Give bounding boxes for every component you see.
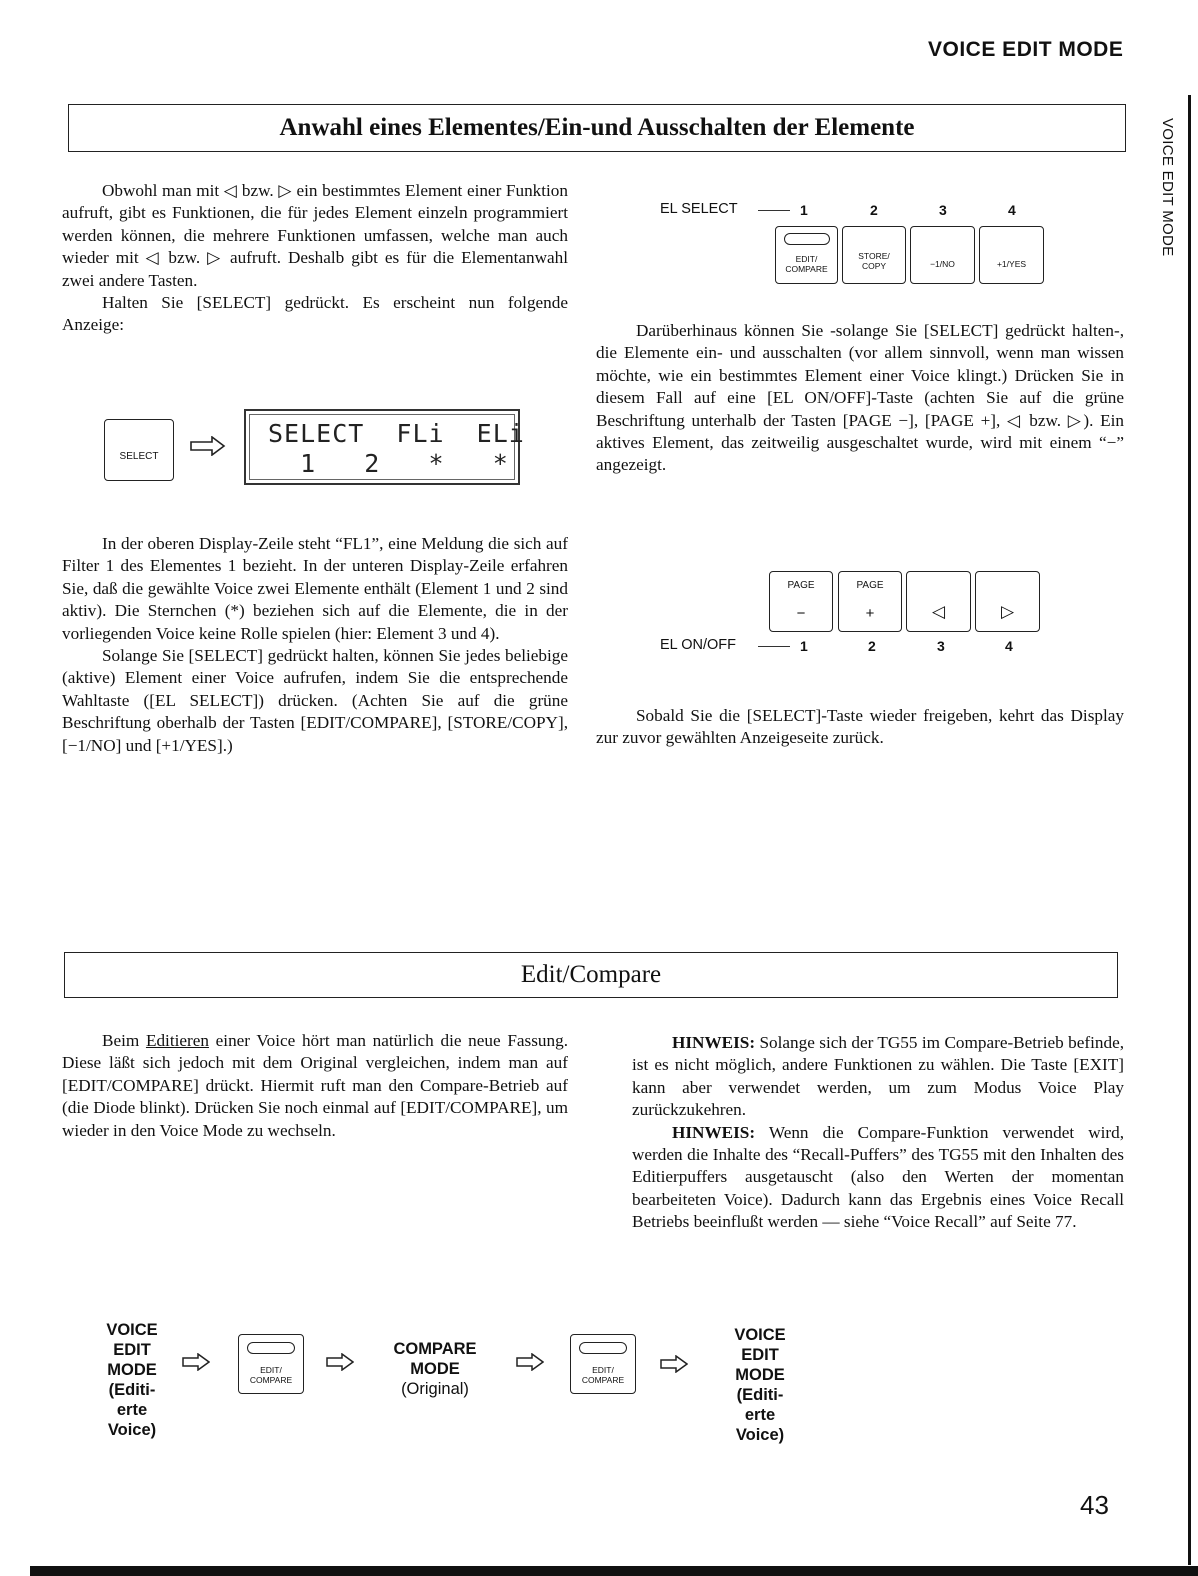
- key-label: PAGE: [787, 580, 815, 591]
- paragraph: Darüberhinaus können Sie -solange Sie [SELECT] gedrückt halten-, die Elemente ein- und ausschalten (vor allem sinnvoll, wenn man wissen möchte, wie ein bestimmtes Element einer Voice klingt.) Drücken Sie in diesem Fall auf eine [EL ON/OFF]-Taste (achten Sie auf die grüne Beschriftung unterhalb der Tasten [PAGE −], [PAGE +], ◁ bzw. ▷). Ein aktives Element, das zeitweilig ausgeschaltet wurde, wird mit einem “−” angezeigt.: [596, 321, 1124, 475]
- running-head: VOICE EDIT MODE: [928, 38, 1124, 61]
- select-key: [104, 419, 174, 481]
- body-text-right: [596, 320, 1124, 477]
- paragraph: Solange Sie [SELECT] gedrückt halten, können Sie jedes beliebige (aktive) Element einer Voice aufrufen, indem Sie die entsprechende Wahltaste ([EL SELECT]) drücken. (Achten Sie auf die grüne Beschriftung oberhalb der Tasten [EDIT/COMPARE], [STORE/COPY], [−1/NO] und [+1/YES].): [62, 646, 568, 755]
- right-edge-rule: [1188, 95, 1191, 1565]
- key-label: STORE/: [858, 251, 890, 261]
- key-label: PAGE: [856, 580, 884, 591]
- el-onoff-number-4: 4: [1005, 638, 1013, 654]
- cursor-right-key: [975, 571, 1040, 632]
- note-label: HINWEIS:: [672, 1033, 756, 1052]
- flow-end-voice-edit-mode: VOICE EDIT MODE (Editi- erte Voice): [734, 1326, 786, 1444]
- edit-compare-text: [62, 1030, 568, 1142]
- body-text: [62, 533, 568, 757]
- page-plus-key: [838, 571, 902, 632]
- paragraph: Halten Sie [SELECT] gedrückt. Es erscheint nun folgende Anzeige:: [62, 293, 568, 335]
- notes: [596, 1032, 1124, 1234]
- leader-line: [758, 210, 790, 211]
- section-title-edit-compare: Edit/Compare: [64, 952, 1118, 998]
- edit-compare-key: EDIT/ COMPARE: [238, 1334, 304, 1394]
- note: HINWEIS: Solange sich der TG55 im Compare-Betrieb befinde, ist es nicht möglich, andere Funktionen zu wählen. Die Taste [EXIT] kann aber verwendet werden, um zum Modus Voice Play zurückzukehren.: [632, 1033, 1124, 1120]
- key-label: −1/NO: [930, 259, 955, 269]
- side-tab-label: VOICE EDIT MODE: [1159, 118, 1176, 257]
- el-select-number-3: 3: [939, 202, 947, 218]
- body-text-right-2: [596, 705, 1124, 750]
- intro-text: [62, 180, 568, 337]
- minus-icon: −: [796, 605, 806, 622]
- arrow-right-icon: [190, 436, 226, 456]
- paragraph: Obwohl man mit ◁ bzw. ▷ ein bestimmtes Element einer Funktion aufruft, gibt es Funktionen, die für jedes Element einzeln programmiert werden können, die mehrere Funktionen umfassen, welche man auch wieder mit ◁ bzw. ▷ aufruft. Deshalb gibt es für die Elementanwahl zwei andere Tasten.: [62, 181, 568, 290]
- el-select-number-2: 2: [870, 202, 878, 218]
- cursor-left-key: [906, 571, 971, 632]
- bottom-edge-rule: [30, 1566, 1198, 1576]
- key-label: COPY: [861, 261, 887, 271]
- underlined-term: Editieren: [145, 1031, 209, 1050]
- el-select-label: EL SELECT: [660, 201, 738, 217]
- key-label: +1/YES: [996, 259, 1027, 269]
- key-label: COMPARE: [785, 264, 828, 274]
- lcd-line-1: SELECT FLi ELi: [268, 419, 525, 448]
- flow-start-voice-edit-mode: VOICE EDIT MODE (Editi- erte Voice): [106, 1321, 158, 1439]
- arrow-right-icon: [326, 1353, 354, 1371]
- el-onoff-label: EL ON/OFF: [660, 637, 736, 653]
- store-copy-key: [842, 226, 906, 284]
- side-tab: [1150, 118, 1178, 298]
- lcd-line-2: 1 2 * *: [268, 449, 509, 478]
- arrow-right-icon: [516, 1353, 544, 1371]
- edit-compare-key: [775, 226, 838, 284]
- note: HINWEIS: Wenn die Compare-Funktion verwendet wird, werden die Inhalte des “Recall-Puffers” des TG55 mit den Inhalten des Editierpuffers ausgetauscht (also den Werten der momentan bearbeiteten Voice). Dadurch kann das Ergebnis eines Voice Recall Betriebs beeinflußt werden — siehe “Voice Recall” auf Seite 77.: [632, 1122, 1124, 1232]
- el-onoff-number-3: 3: [937, 638, 945, 654]
- led-indicator: [579, 1342, 627, 1354]
- led-indicator: [247, 1342, 295, 1354]
- right-arrow-icon: ▷: [1000, 602, 1015, 621]
- left-arrow-icon: ◁: [931, 602, 946, 621]
- paragraph: Sobald Sie die [SELECT]-Taste wieder freigeben, kehrt das Display zur zuvor gewählten Anzeigeseite zurück.: [596, 706, 1124, 748]
- led-indicator: [784, 233, 830, 245]
- minus-one-no-key: [910, 226, 975, 284]
- el-onoff-number-2: 2: [868, 638, 876, 654]
- page-minus-key: [769, 571, 833, 632]
- section-title-element-select: Anwahl eines Elementes/Ein-und Ausschalten der Elemente: [68, 104, 1126, 152]
- select-key-label: SELECT: [119, 451, 159, 462]
- page-number: 43: [1080, 1490, 1109, 1520]
- flow-compare-mode: COMPARE MODE (Original): [393, 1340, 477, 1398]
- arrow-right-icon: [660, 1355, 688, 1373]
- plus-one-yes-key: [979, 226, 1044, 284]
- note-label: HINWEIS:: [672, 1122, 756, 1142]
- el-select-number-1: 1: [800, 202, 808, 218]
- plus-icon: +: [865, 605, 875, 622]
- el-select-number-4: 4: [1008, 202, 1016, 218]
- leader-line: [758, 646, 790, 647]
- lcd-display: [244, 409, 525, 485]
- el-onoff-number-1: 1: [800, 638, 808, 654]
- paragraph: Beim Editieren einer Voice hört man natürlich die neue Fassung. Diese läßt sich jedoch mit dem Original vergleichen, indem man auf [EDIT/COMPARE] drückt. Hiermit ruft man den Compare-Betrieb auf (die Diode blinkt). Drücken Sie noch einmal auf [EDIT/COMPARE], um wieder in den Voice Mode zu wechseln.: [62, 1031, 568, 1140]
- key-label: EDIT/: [795, 254, 818, 264]
- paragraph: In der oberen Display-Zeile steht “FL1”, eine Meldung die sich auf Filter 1 des Elementes 1 bezieht. In der unteren Display-Zeile erfahren Sie, daß die gewählte Voice zwei Elemente enthält (Element 1 und 2 sind aktiv). Die Sternchen (*) beziehen sich auf die Elemente, die in der vorliegenden Voice keine Rolle spielen (hier: Element 3 und 4).: [62, 534, 568, 643]
- arrow-right-icon: [182, 1353, 210, 1371]
- edit-compare-key: EDIT/ COMPARE: [570, 1334, 636, 1394]
